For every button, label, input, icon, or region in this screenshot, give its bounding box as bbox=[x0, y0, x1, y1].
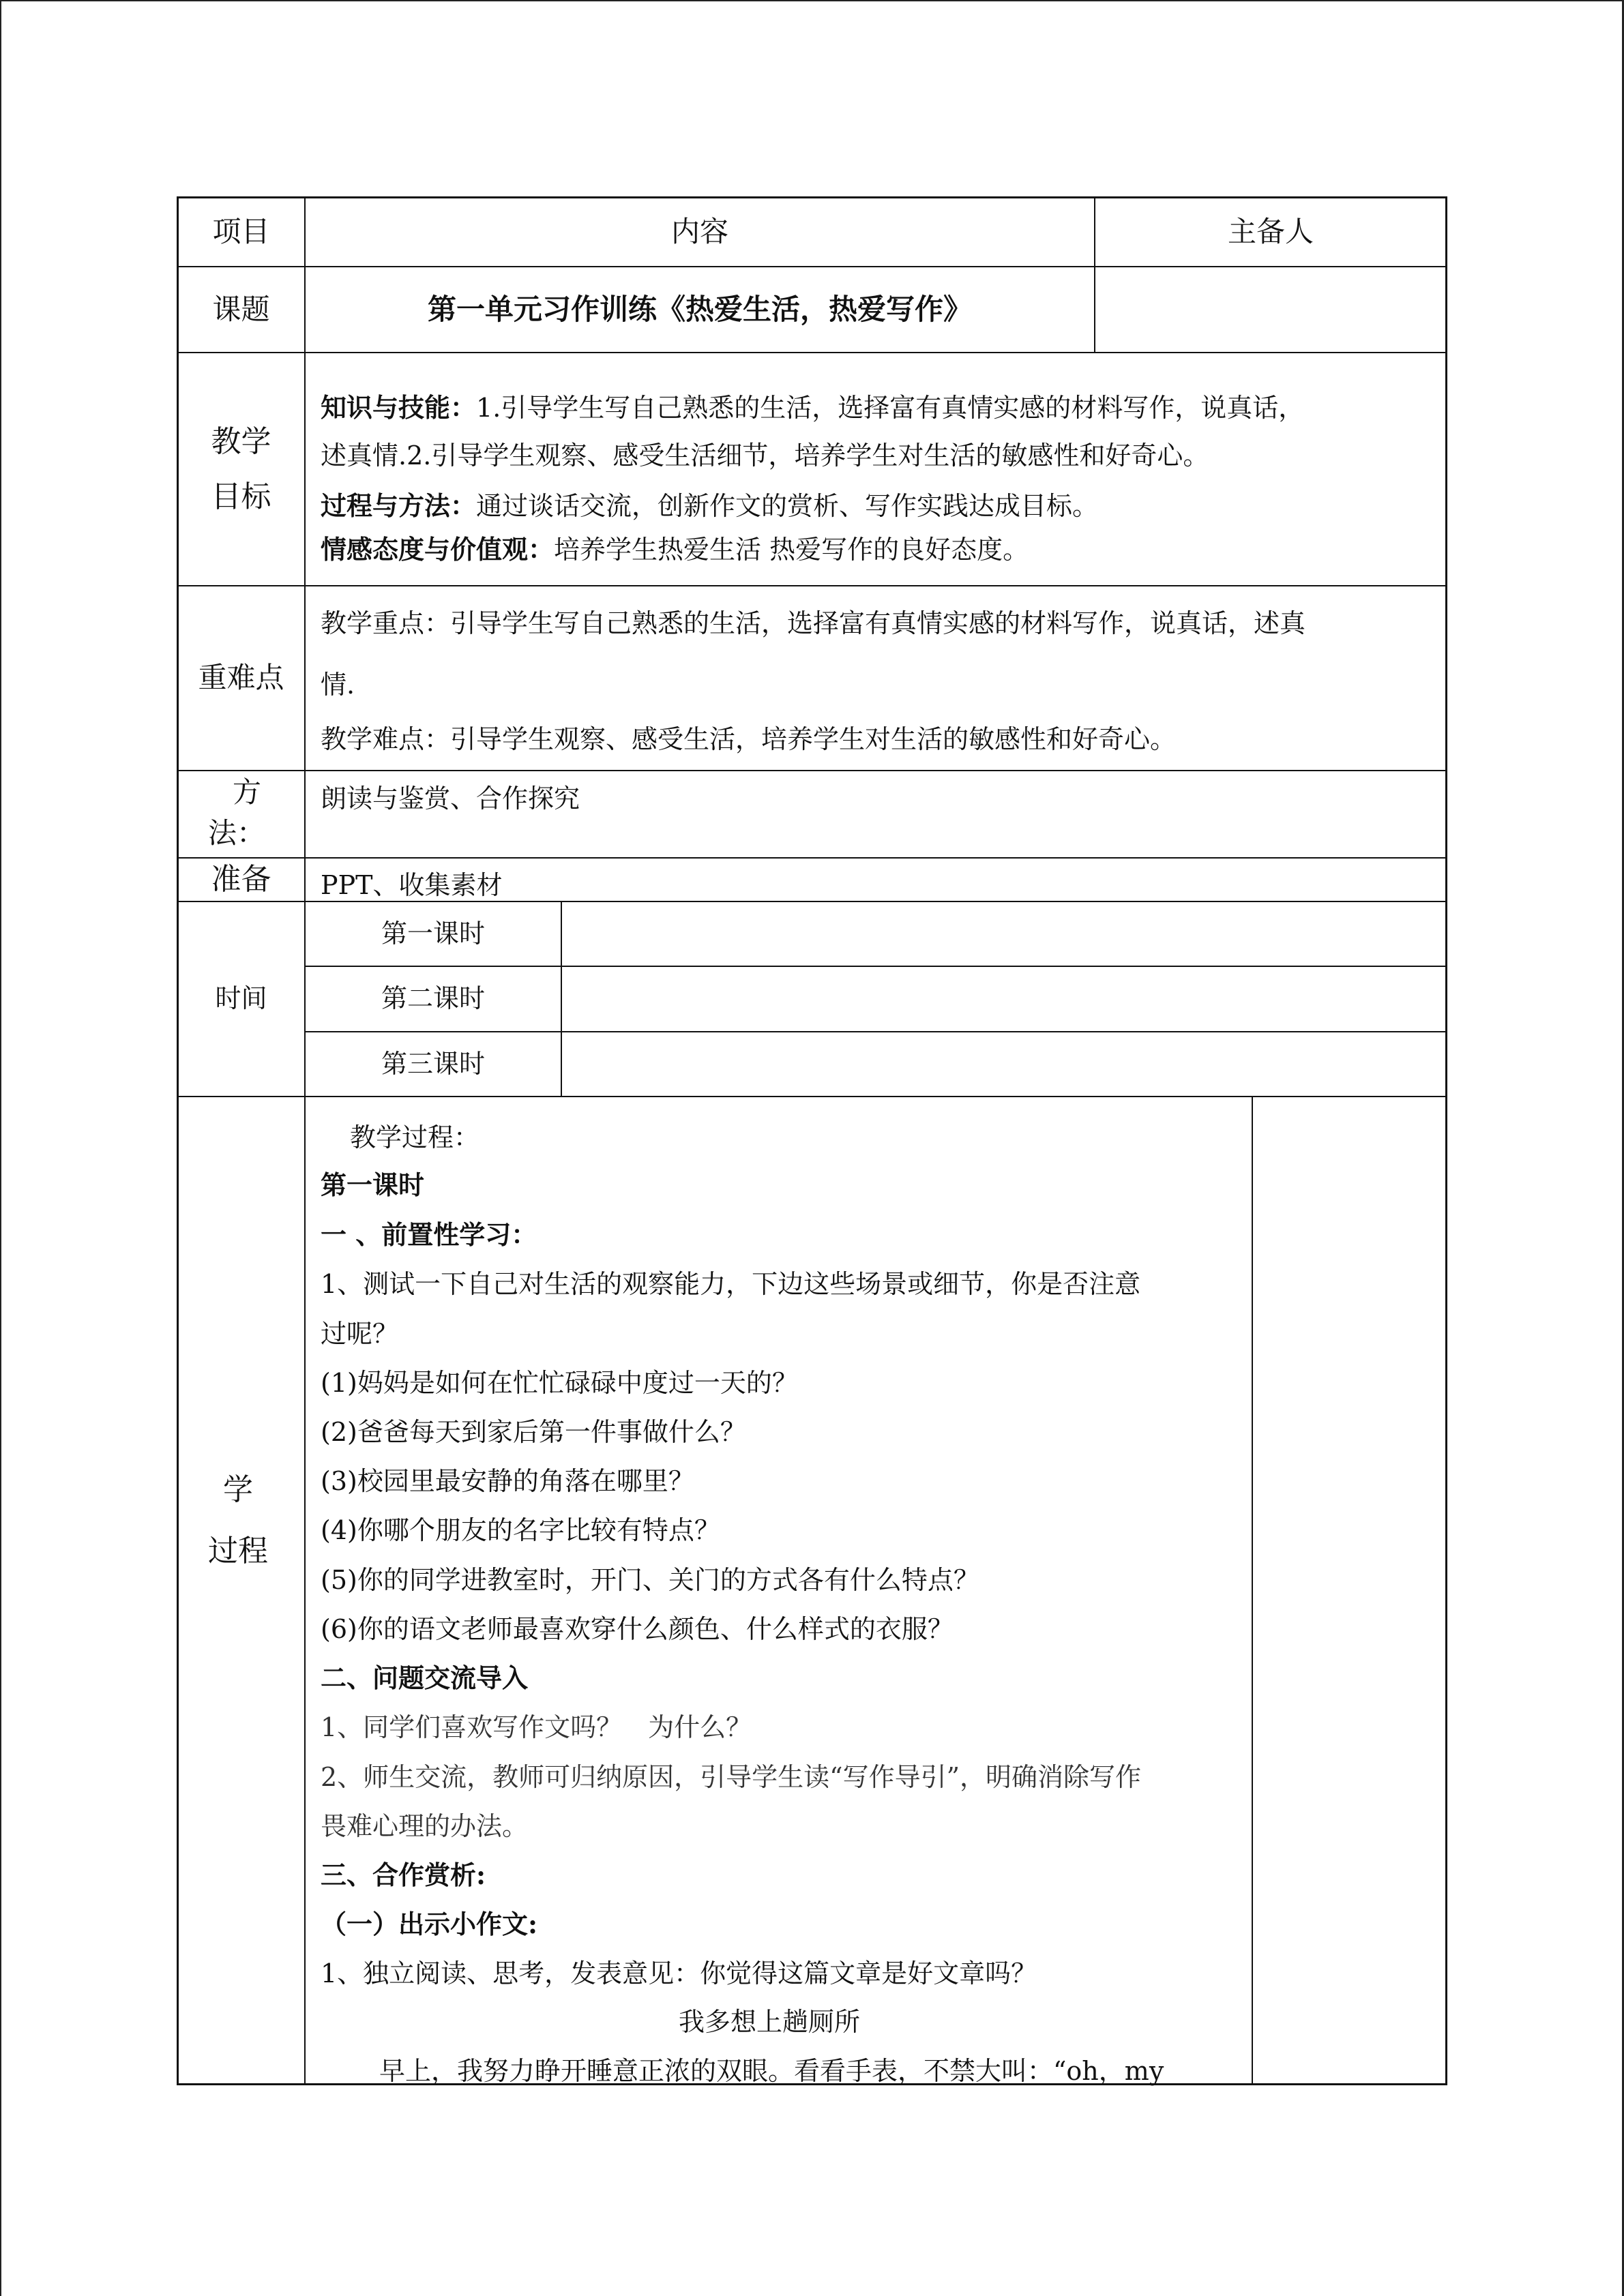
goals-knowledge-label: 知识与技能： bbox=[321, 392, 477, 423]
method-label bbox=[178, 771, 304, 857]
essay-first-line: 早上，我努力睁开睡意正浓的双眼。看看手表，不禁大叫：“oh，my bbox=[379, 2056, 1164, 2086]
essay-title: 我多想上趟厕所 bbox=[679, 2007, 861, 2037]
goals-process-text: 通过谈话交流，创新作文的赏析、写作实践达成目标。 bbox=[476, 491, 1099, 521]
col-line bbox=[561, 901, 562, 1096]
process-label-line2: 过程 bbox=[208, 1534, 268, 1568]
question-intro-line2: 过呢？ bbox=[321, 1319, 399, 1349]
section-3-line1: 1、独立阅读、思考，发表意见：你觉得这篇文章是好文章吗？ bbox=[321, 1958, 1037, 1988]
header-preparer: 主备人 bbox=[1227, 214, 1314, 248]
keypoints-line3: 教学难点：引导学生观察、感受生活，培养学生对生活的敏感性和好奇心。 bbox=[321, 724, 1177, 754]
goals-label-line1: 教学 bbox=[211, 423, 271, 459]
header-item: 项目 bbox=[212, 214, 270, 248]
topic-value: 第一单元习作训练《热爱生活，热爱写作》 bbox=[427, 292, 972, 326]
question-item: (3)校园里最安静的角落在哪里？ bbox=[321, 1466, 694, 1496]
method-label-line2: 法： bbox=[208, 816, 266, 850]
method-value: 朗读与鉴赏、合作探究 bbox=[321, 784, 580, 814]
question-intro-line1: 1、测试一下自己对生活的观察能力，下边这些场景或细节，你是否注意 bbox=[321, 1269, 1141, 1299]
keypoints-line2: 情. bbox=[321, 670, 355, 700]
goals-knowledge-cont: 述真情.2.引导学生观察、感受生活细节，培养学生对生活的敏感性和好奇心。 bbox=[321, 441, 1209, 471]
topic-label: 课题 bbox=[212, 292, 270, 326]
goals-knowledge-text1: 1.引导学生写自己熟悉的生活，选择富有真情实感的材料写作，说真话， bbox=[476, 393, 1305, 423]
keypoints-label: 重难点 bbox=[198, 661, 284, 695]
row-line bbox=[177, 770, 1447, 771]
question-item: (4)你哪个朋友的名字比较有特点？ bbox=[321, 1515, 720, 1545]
row-line bbox=[177, 1096, 1447, 1097]
goals-label bbox=[178, 353, 304, 585]
col-line bbox=[304, 196, 306, 2085]
prep-value: PPT、收集素材 bbox=[321, 870, 503, 900]
time-label: 时间 bbox=[215, 983, 267, 1014]
period-2: 第二课时 bbox=[381, 983, 485, 1014]
goals-process bbox=[321, 485, 1098, 522]
section-2-line1: 1、同学们喜欢写作文吗？ 为什么？ bbox=[321, 1712, 752, 1742]
section-3-heading: 三、合作赏析: bbox=[321, 1860, 486, 1890]
row-line bbox=[177, 352, 1447, 353]
question-item: (2)爸爸每天到家后第一件事做什么？ bbox=[321, 1417, 746, 1447]
section-1-heading: 一 、前置性学习： bbox=[321, 1219, 537, 1250]
page-border-top bbox=[0, 0, 1624, 1]
period-1: 第一课时 bbox=[381, 918, 485, 949]
question-item: (1)妈妈是如何在忙忙碌碌中度过一天的？ bbox=[321, 1368, 798, 1398]
row-line bbox=[177, 585, 1447, 586]
header-content: 内容 bbox=[670, 214, 728, 248]
question-item: (5)你的同学进教室时，开门、关门的方式各有什么特点？ bbox=[321, 1565, 979, 1595]
process-intro: 教学过程： bbox=[350, 1122, 480, 1152]
row-line bbox=[177, 857, 1447, 859]
section-3-sub1: （一）出示小作文: bbox=[321, 1909, 538, 1939]
section-2-heading: 二、问题交流导入 bbox=[321, 1663, 529, 1693]
process-label bbox=[178, 1097, 304, 2084]
page-border-left bbox=[0, 0, 1, 2296]
period-3: 第三课时 bbox=[381, 1048, 485, 1079]
goals-process-label: 过程与方法： bbox=[321, 490, 477, 521]
question-item: (6)你的语文老师最喜欢穿什么颜色、什么样式的衣服？ bbox=[321, 1614, 954, 1644]
goals-emotion bbox=[321, 528, 1029, 566]
section-2-line2a: 2、师生交流，教师可归纳原因，引导学生读“写作导引”，明确消除写作 bbox=[321, 1762, 1142, 1792]
process-label-line1: 学 bbox=[223, 1472, 253, 1507]
prep-label: 准备 bbox=[211, 861, 271, 897]
col-line bbox=[1252, 1096, 1253, 2085]
keypoints-line1: 教学重点：引导学生写自己熟悉的生活，选择富有真情实感的材料写作，说真话，述真 bbox=[321, 608, 1306, 638]
goals-emotion-label: 情感态度与价值观： bbox=[321, 534, 555, 565]
goals-emotion-text: 培养学生热爱生活 热爱写作的良好态度。 bbox=[554, 535, 1029, 565]
process-period1: 第一课时 bbox=[321, 1169, 425, 1200]
method-label-line1: 方 bbox=[233, 775, 262, 809]
section-2-line2b: 畏难心理的办法。 bbox=[321, 1811, 529, 1841]
goals-knowledge bbox=[321, 387, 1304, 424]
goals-label-line2: 目标 bbox=[211, 479, 271, 514]
